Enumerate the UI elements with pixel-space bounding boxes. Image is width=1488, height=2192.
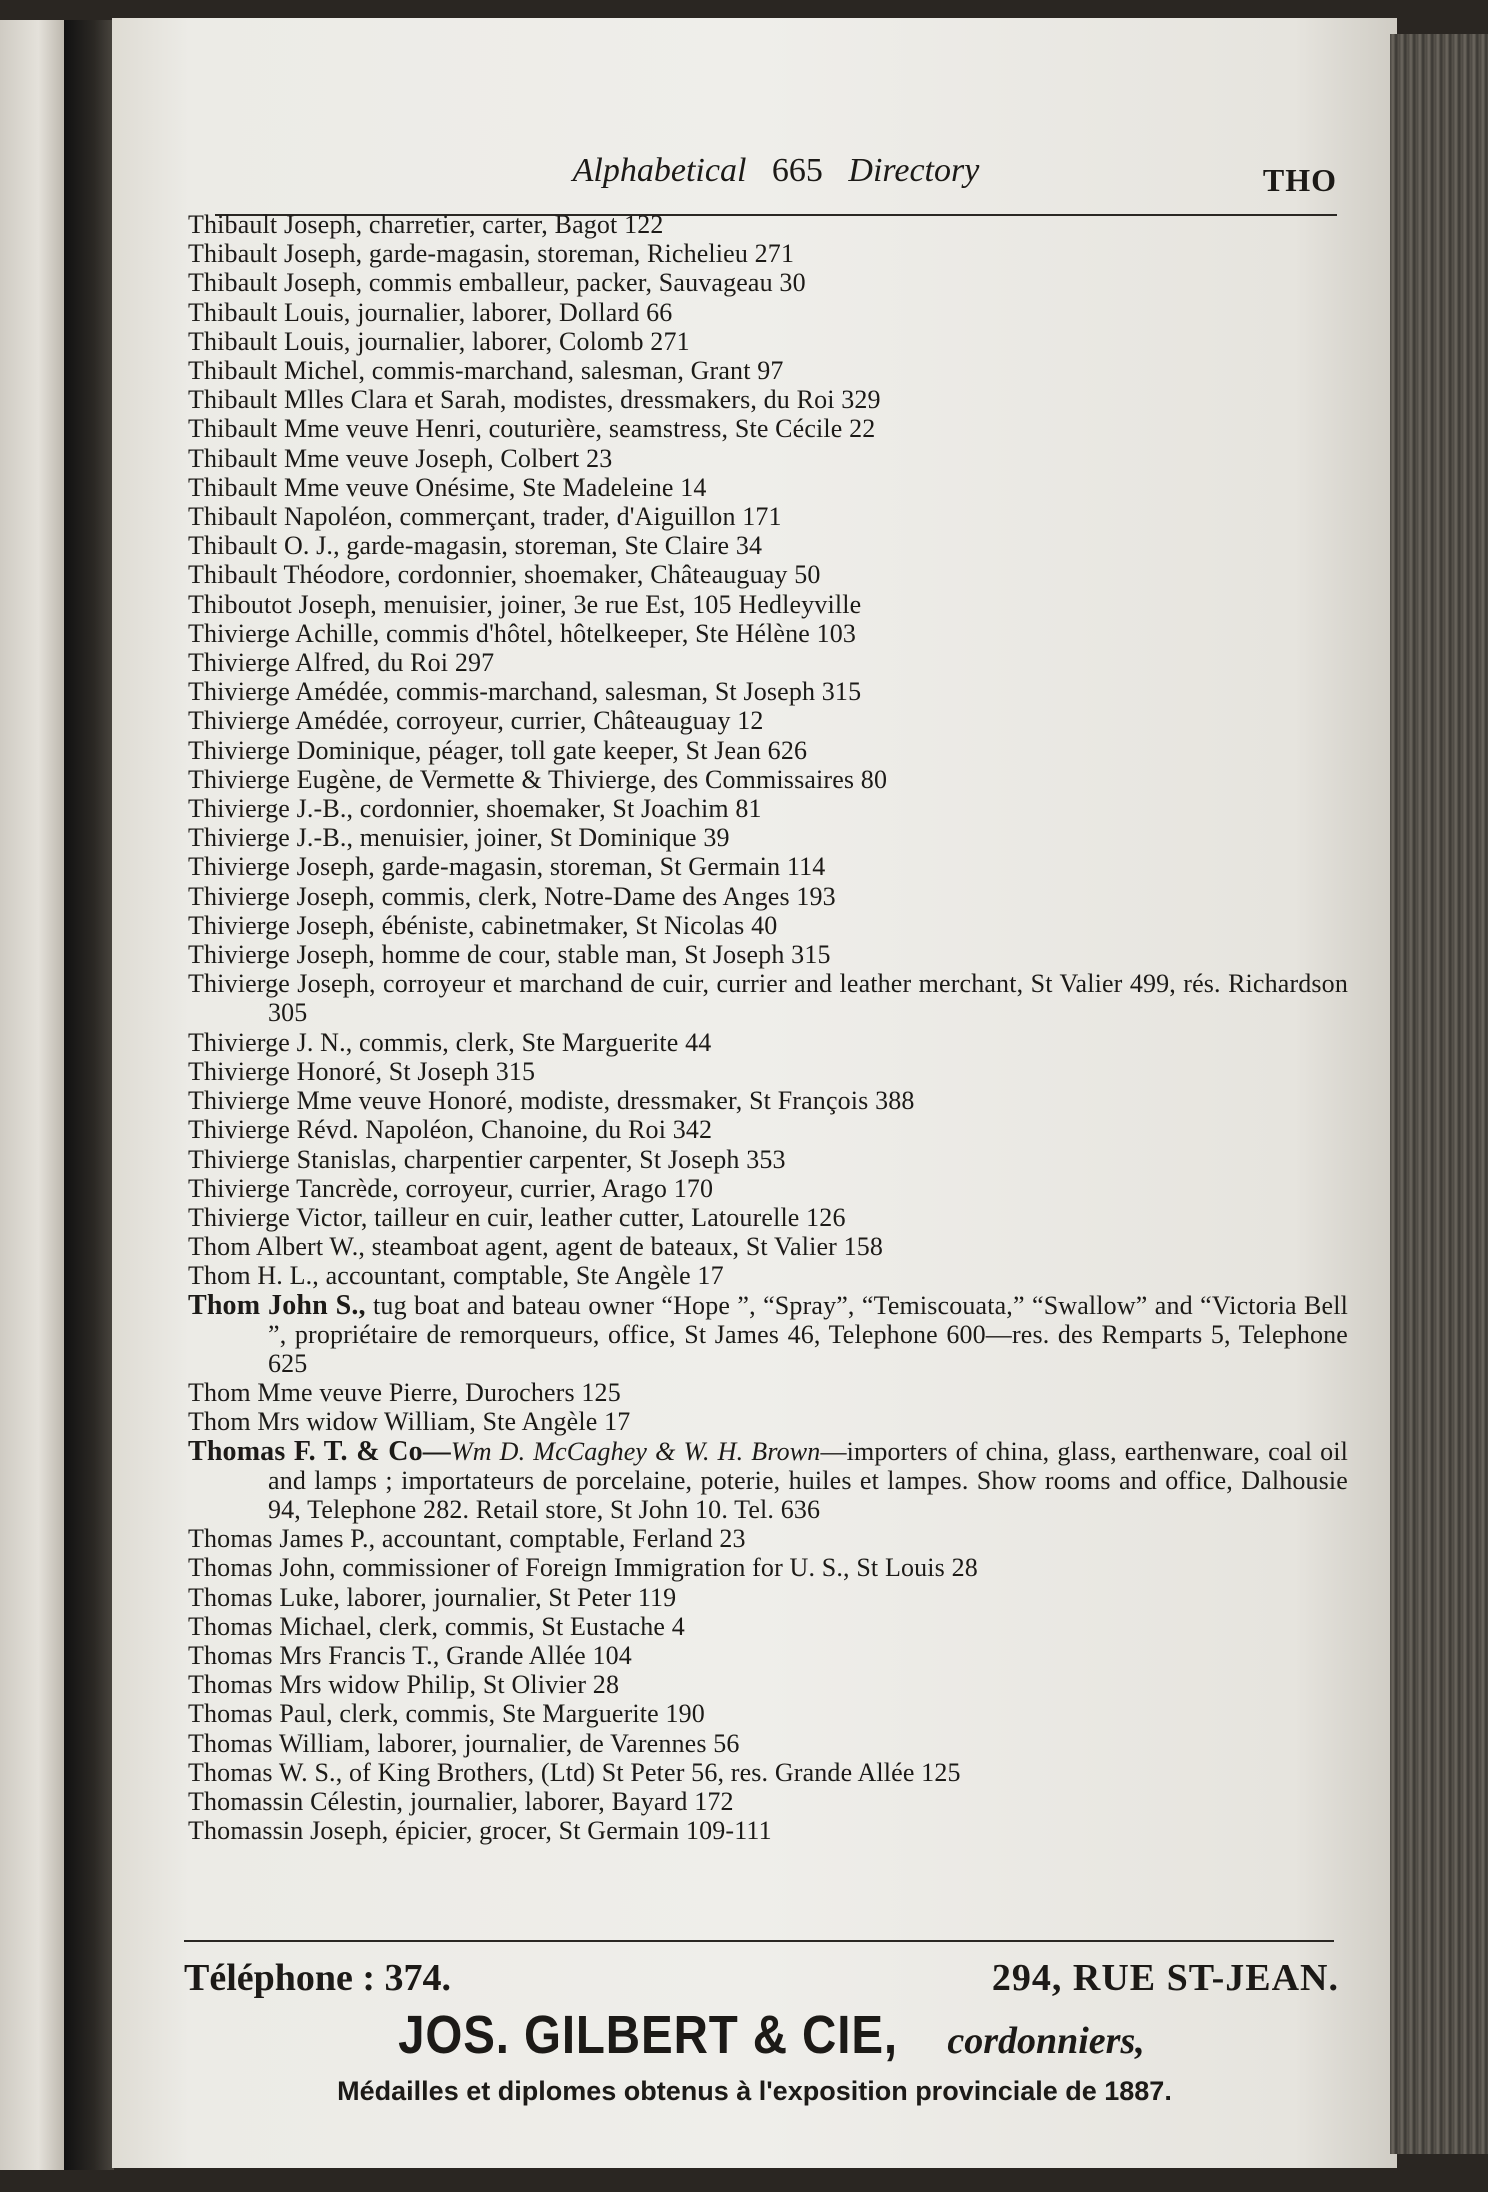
directory-entry xyxy=(188,1174,1348,1203)
directory-entry xyxy=(188,385,1348,414)
header-word-alphabetical: Alphabetical xyxy=(572,152,747,189)
directory-entry xyxy=(188,852,1348,881)
entry-text: Thibault Mme veuve Joseph, Colbert 23 xyxy=(188,443,613,473)
section-code: THO xyxy=(1262,162,1337,198)
entry-text: Thivierge Honoré, St Joseph 315 xyxy=(188,1056,536,1086)
entry-text: Thomas William, laborer, journalier, de Varennes 56 xyxy=(188,1728,740,1758)
company-trade: cordonniers, xyxy=(947,2020,1145,2062)
entry-text: Thomas W. S., of King Brothers, (Ltd) St Peter 56, res. Grande Allée 125 xyxy=(188,1757,961,1787)
directory-entry xyxy=(188,882,1348,911)
entry-text: Thibault Michel, commis-marchand, salesman, Grant 97 xyxy=(188,356,784,386)
entry-text: Thivierge J. N., commis, clerk, Ste Marguerite 44 xyxy=(188,1027,712,1057)
directory-entry xyxy=(188,794,1348,823)
entry-text: Thibault Joseph, charretier, carter, Bagot 122 xyxy=(188,210,664,239)
entry-text: Thomas James P., accountant, comptable, Ferland 23 xyxy=(188,1524,746,1554)
entry-text: Thivierge Stanislas, charpentier carpenter, St Joseph 353 xyxy=(188,1144,786,1174)
entry-text: Thomas Mrs Francis T., Grande Allée 104 xyxy=(188,1640,632,1670)
entry-text: Thibault O. J., garde-magasin, storeman, Ste Claire 34 xyxy=(188,531,763,561)
footer-address: 294, RUE ST-JEAN. xyxy=(991,1957,1339,1999)
directory-entry xyxy=(188,239,1348,268)
directory-entry xyxy=(188,473,1348,502)
entry-text: Thivierge Joseph, commis, clerk, Notre-Dame des Anges 193 xyxy=(188,881,836,911)
directory-entry xyxy=(188,1787,1348,1816)
entry-text: Thibault Joseph, commis emballeur, packer, Sauvageau 30 xyxy=(188,268,806,298)
directory-entry xyxy=(188,736,1348,765)
entry-text: Thivierge Joseph, garde-magasin, storeman, St Germain 114 xyxy=(188,852,826,882)
footer-awards: Médailles et diplomes obtenus à l'exposition provinciale de 1887. xyxy=(337,2076,1172,2106)
directory-entry xyxy=(188,765,1348,794)
entry-text: Thomas John, commissioner of Foreign Immigration for U. S., St Louis 28 xyxy=(188,1553,978,1583)
entry-text: Thivierge Joseph, ébéniste, cabinetmaker, St Nicolas 40 xyxy=(188,910,778,940)
entry-text: —importers of china, glass, earthenware, coal oil and lamps ; importateurs de porcelaine, poterie, huiles et lampes. Show rooms and office, Dalhousie 94, Telephone 282. Retail store, St John 10. Tel. 636 xyxy=(268,1436,1349,1524)
entry-text: Thomas Michael, clerk, commis, St Eustache 4 xyxy=(188,1611,685,1641)
directory-entry xyxy=(188,268,1348,297)
entry-text: Thivierge Achille, commis d'hôtel, hôtelkeeper, Ste Hélène 103 xyxy=(188,618,857,648)
entry-text: Thibault Louis, journalier, laborer, Dollard 66 xyxy=(188,297,673,327)
entry-text: Thivierge Mme veuve Honoré, modiste, dressmaker, St François 388 xyxy=(188,1086,915,1116)
directory-entry xyxy=(188,823,1348,852)
running-header xyxy=(215,136,1337,216)
directory-entry xyxy=(188,1641,1348,1670)
entry-bold-name: Thom John S., xyxy=(188,1289,366,1321)
directory-entry xyxy=(188,1699,1348,1728)
directory-entry xyxy=(188,1291,1348,1379)
header-title xyxy=(215,152,1337,190)
entry-text: Thom Mrs widow William, Ste Angèle 17 xyxy=(188,1407,631,1437)
entry-text: Thomassin Joseph, épicier, grocer, St Germain 109-111 xyxy=(188,1816,772,1846)
directory-entry xyxy=(188,1086,1348,1115)
directory-entry xyxy=(188,648,1348,677)
entry-text: Thibault Mme veuve Henri, couturière, seamstress, Ste Cécile 22 xyxy=(188,414,876,444)
directory-entry xyxy=(188,327,1348,356)
entry-text: Thivierge Tancrède, corroyeur, currier, Arago 170 xyxy=(188,1173,714,1203)
footer-phone: Téléphone : 374. xyxy=(184,1957,452,1999)
directory-entry xyxy=(188,706,1348,735)
entry-text: Thomas Mrs widow Philip, St Olivier 28 xyxy=(188,1670,620,1700)
directory-entry xyxy=(188,1670,1348,1699)
directory-entry xyxy=(188,677,1348,706)
entry-text: Thibault Joseph, garde-magasin, storeman, Richelieu 271 xyxy=(188,239,795,269)
directory-entry xyxy=(188,531,1348,560)
directory-entry xyxy=(188,1407,1348,1436)
directory-entry xyxy=(188,1203,1348,1232)
directory-entry xyxy=(188,1145,1348,1174)
entry-text: Thivierge J.-B., menuisier, joiner, St Dominique 39 xyxy=(188,823,730,853)
directory-entry xyxy=(188,911,1348,940)
directory-entry xyxy=(188,1057,1348,1086)
entry-text: Thivierge J.-B., cordonnier, shoemaker, St Joachim 81 xyxy=(188,794,762,824)
directory-entry xyxy=(188,590,1348,619)
entry-text: Thom Mme veuve Pierre, Durochers 125 xyxy=(188,1378,621,1408)
directory-entry xyxy=(188,414,1348,443)
entry-text: Thibault Mme veuve Onésime, Ste Madeleine 14 xyxy=(188,472,707,502)
directory-entry xyxy=(188,210,1348,239)
directory-entry xyxy=(188,1378,1348,1407)
entry-text: Thivierge Victor, tailleur en cuir, leather cutter, Latourelle 126 xyxy=(188,1202,846,1232)
facing-page-edge xyxy=(0,20,64,2170)
directory-entry xyxy=(188,619,1348,648)
entry-text: Thivierge Eugène, de Vermette & Thivierge, des Commissaires 80 xyxy=(188,764,888,794)
entry-text: Thiboutot Joseph, menuisier, joiner, 3e rue Est, 105 Hedleyville xyxy=(188,589,862,619)
directory-entry xyxy=(188,1028,1348,1057)
directory-entry xyxy=(188,1612,1348,1641)
book-gutter xyxy=(64,20,114,2170)
entry-italic-text: Wm D. McCaghey & W. H. Brown xyxy=(450,1436,821,1466)
directory-entry xyxy=(188,1758,1348,1787)
header-word-directory: Directory xyxy=(848,152,980,189)
directory-entry xyxy=(188,940,1348,969)
entry-text: Thomassin Célestin, journalier, laborer, Bayard 172 xyxy=(188,1786,734,1816)
page-stack-edge xyxy=(1390,34,1488,2154)
directory-entry xyxy=(188,969,1348,1027)
directory-entry xyxy=(188,1232,1348,1261)
company-name: JOS. GILBERT & CIE, xyxy=(398,2005,899,2065)
directory-entry xyxy=(188,560,1348,589)
entry-text: Thibault Louis, journalier, laborer, Colomb 271 xyxy=(188,326,690,356)
entry-text: Thibault Napoléon, commerçant, trader, d'Aiguillon 171 xyxy=(188,502,782,532)
entry-text: Thivierge Amédée, commis-marchand, salesman, St Joseph 315 xyxy=(188,677,862,707)
entry-text: Thomas Paul, clerk, commis, Ste Marguerite 190 xyxy=(188,1699,705,1729)
entry-text: Thivierge Dominique, péager, toll gate keeper, St Jean 626 xyxy=(188,735,808,765)
directory-entries xyxy=(188,210,1348,1845)
directory-entry xyxy=(188,1816,1348,1845)
entry-text: tug boat and bateau owner “Hope ”, “Spray”, “Temiscouata,” “Swallow” and “Victoria Bell ”, propriétaire de remorqueurs, office, St James 46, Telephone 600—res. des Remparts 5, Telephone 625 xyxy=(268,1290,1348,1378)
directory-entry xyxy=(188,444,1348,473)
directory-entry xyxy=(188,356,1348,385)
directory-entry xyxy=(188,1729,1348,1758)
entry-text: Thom H. L., accountant, comptable, Ste Angèle 17 xyxy=(188,1261,724,1291)
footer-rule xyxy=(184,1940,1334,1942)
entry-text: Thivierge Amédée, corroyeur, currier, Châteauguay 12 xyxy=(188,706,764,736)
entry-text: Thivierge Joseph, corroyeur et marchand de cuir, currier and leather merchant, St Valier 499, rés. Richardson 305 xyxy=(188,969,1348,1028)
directory-entry xyxy=(188,1115,1348,1144)
directory-page xyxy=(112,18,1397,2168)
entry-text: Thibault Théodore, cordonnier, shoemaker, Châteauguay 50 xyxy=(188,560,821,590)
directory-entry xyxy=(188,1553,1348,1582)
directory-entry xyxy=(188,1583,1348,1612)
entry-text: Thibault Mlles Clara et Sarah, modistes, dressmakers, du Roi 329 xyxy=(188,385,881,415)
entry-text: Thivierge Révd. Napoléon, Chanoine, du Roi 342 xyxy=(188,1115,713,1145)
entry-text: Thom Albert W., steamboat agent, agent de bateaux, St Valier 158 xyxy=(188,1232,884,1262)
page-number: 665 xyxy=(771,152,823,189)
footer-company xyxy=(112,2004,1397,2066)
entry-bold-name: Thomas F. T. & Co— xyxy=(188,1435,451,1467)
directory-entry xyxy=(188,1437,1348,1525)
directory-entry xyxy=(188,298,1348,327)
entry-text: Thomas Luke, laborer, journalier, St Peter 119 xyxy=(188,1582,677,1612)
directory-entry xyxy=(188,1524,1348,1553)
directory-entry xyxy=(188,1261,1348,1290)
entry-text: Thivierge Joseph, homme de cour, stable man, St Joseph 315 xyxy=(188,940,831,970)
entry-text: Thivierge Alfred, du Roi 297 xyxy=(188,648,495,678)
directory-entry xyxy=(188,502,1348,531)
